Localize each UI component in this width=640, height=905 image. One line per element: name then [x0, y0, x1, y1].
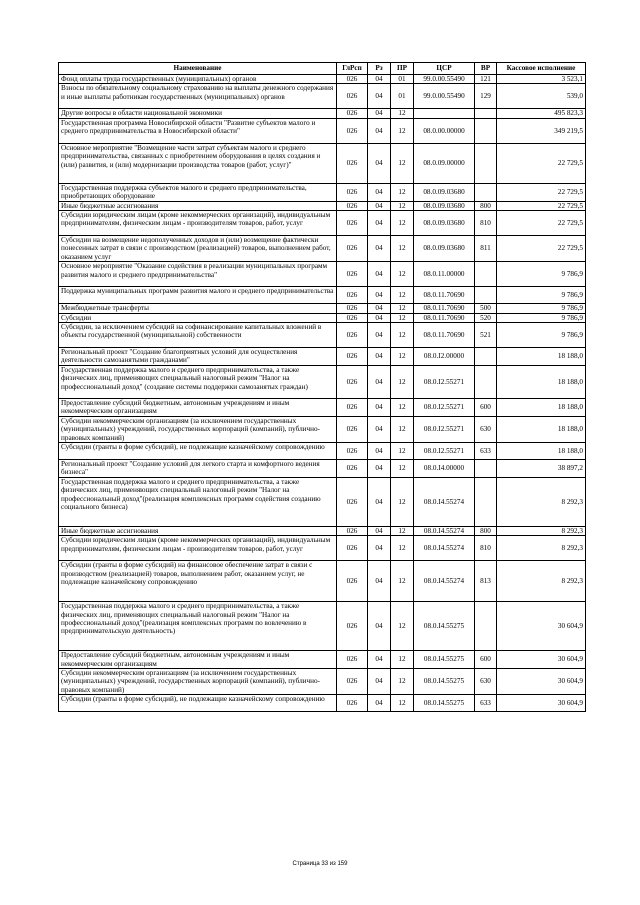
- table-row: [59, 262, 586, 287]
- row-name: Межбюджетные трансферты: [59, 304, 337, 313]
- row-pr: 12: [391, 287, 414, 304]
- row-glrsp: 026: [337, 304, 368, 313]
- row-glrsp: 026: [337, 143, 368, 183]
- row-csr: 08.0.09.03680: [414, 201, 475, 210]
- row-csr: 08.0.I2.55271: [414, 365, 475, 398]
- row-pr: 12: [391, 536, 414, 561]
- row-vr: 800: [475, 201, 497, 210]
- row-rz: 04: [368, 348, 391, 366]
- row-amount: 9 786,9: [497, 304, 586, 313]
- table-row: [59, 109, 586, 118]
- row-amount: 22 729,5: [497, 183, 586, 201]
- row-vr: 129: [475, 84, 497, 109]
- row-name: Субсидии некоммерческим организациям (за исключением государственных (муниципальных) учреждений, государственных корпораций (компаний), публично-правовых компаний): [59, 668, 337, 694]
- table-row: [59, 236, 586, 262]
- row-rz: 04: [368, 109, 391, 118]
- row-pr: 12: [391, 526, 414, 535]
- row-rz: 04: [368, 304, 391, 313]
- row-pr: 12: [391, 365, 414, 398]
- row-vr: 121: [475, 75, 497, 84]
- row-name: Субсидии на возмещение недополученных доходов и (или) возмещение фактически понесенных затрат в связи с производством (реализацией) товаров, выполнением работ, оказанием услуг: [59, 236, 337, 262]
- row-vr: [475, 602, 497, 651]
- row-amount: 18 188,0: [497, 442, 586, 459]
- row-csr: 08.0.09.00000: [414, 143, 475, 183]
- row-amount: 18 188,0: [497, 365, 586, 398]
- row-amount: 30 604,9: [497, 695, 586, 712]
- row-rz: 04: [368, 118, 391, 143]
- row-csr: 08.0.I4.55275: [414, 668, 475, 694]
- document-page: [58, 62, 585, 712]
- row-name: Субсидии юридическим лицам (кроме некоммерческих организаций), индивидуальным предпринимателям, физическим лицам - производителям товаров, работ, услуг: [59, 536, 337, 561]
- table-row: [59, 695, 586, 712]
- row-pr: 12: [391, 416, 414, 442]
- row-rz: 04: [368, 536, 391, 561]
- table-row: [59, 536, 586, 561]
- row-rz: 04: [368, 477, 391, 526]
- row-pr: 12: [391, 477, 414, 526]
- row-pr: 12: [391, 262, 414, 287]
- row-amount: 539,0: [497, 84, 586, 109]
- row-rz: 04: [368, 75, 391, 84]
- row-rz: 04: [368, 183, 391, 201]
- row-name: Государственная поддержка малого и среднего предпринимательства, а также физических лиц, применяющих специальный налоговый режим "Налог на профессиональный доход"(реализация комплексных программ по вовлечению в предпринимательскую деятельность): [59, 602, 337, 651]
- row-glrsp: 026: [337, 323, 368, 348]
- row-rz: 04: [368, 313, 391, 322]
- table-row: [59, 398, 586, 416]
- row-rz: 04: [368, 695, 391, 712]
- row-amount: 8 292,3: [497, 526, 586, 535]
- row-csr: 08.0.I2.55271: [414, 416, 475, 442]
- row-vr: 810: [475, 536, 497, 561]
- row-vr: [475, 459, 497, 477]
- row-csr: 08.0.I4.55274: [414, 526, 475, 535]
- row-csr: 08.0.I2.00000: [414, 348, 475, 366]
- row-vr: [475, 183, 497, 201]
- row-glrsp: 026: [337, 118, 368, 143]
- row-rz: 04: [368, 651, 391, 669]
- row-vr: [475, 109, 497, 118]
- row-amount: 495 823,3: [497, 109, 586, 118]
- header-amount: Кассовое исполнение: [497, 63, 586, 75]
- table-row: [59, 287, 586, 304]
- row-csr: 08.0.09.03680: [414, 211, 475, 236]
- table-row: [59, 651, 586, 669]
- row-name: Субсидии, за исключением субсидий на софинансирование капитальных вложений в объекты государственной (муниципальной) собственности: [59, 323, 337, 348]
- row-glrsp: 026: [337, 398, 368, 416]
- row-csr: 08.0.11.70690: [414, 313, 475, 322]
- table-row: [59, 75, 586, 84]
- table-row: [59, 561, 586, 602]
- row-csr: 08.0.I4.00000: [414, 459, 475, 477]
- row-glrsp: 026: [337, 211, 368, 236]
- row-pr: 12: [391, 459, 414, 477]
- row-pr: 12: [391, 183, 414, 201]
- row-rz: 04: [368, 262, 391, 287]
- row-name: Предоставление субсидий бюджетным, автономным учреждениям и иным некоммерческим организациям: [59, 651, 337, 669]
- row-glrsp: 026: [337, 477, 368, 526]
- table-row: [59, 602, 586, 651]
- row-pr: 12: [391, 201, 414, 210]
- row-csr: 08.0.I2.55271: [414, 398, 475, 416]
- row-vr: 500: [475, 304, 497, 313]
- row-glrsp: 026: [337, 526, 368, 535]
- row-vr: 600: [475, 398, 497, 416]
- row-vr: 800: [475, 526, 497, 535]
- row-rz: 04: [368, 668, 391, 694]
- row-glrsp: 026: [337, 183, 368, 201]
- header-glrsp: ГлРсп: [337, 63, 368, 75]
- row-rz: 04: [368, 416, 391, 442]
- row-name: Другие вопросы в области национальной экономики: [59, 109, 337, 118]
- table-row: [59, 313, 586, 322]
- row-rz: 04: [368, 236, 391, 262]
- row-vr: 630: [475, 668, 497, 694]
- row-pr: 12: [391, 313, 414, 322]
- row-amount: 18 188,0: [497, 348, 586, 366]
- table-row: [59, 304, 586, 313]
- row-pr: 12: [391, 348, 414, 366]
- row-name: Взносы по обязательному социальному страхованию на выплаты денежного содержания и иные выплаты работникам государственных (муниципальных) органов: [59, 84, 337, 109]
- table-row: [59, 365, 586, 398]
- row-amount: 9 786,9: [497, 323, 586, 348]
- row-name: Субсидии (гранты в форме субсидий) на финансовое обеспечение затрат в связи с производством (реализацией) товаров, выполнением работ, оказанием услуг, не подлежащие казначейскому сопровождению: [59, 561, 337, 602]
- row-name: Государственная поддержка малого и среднего предпринимательства, а также физических лиц, применяющих специальный налоговый режим "Налог на профессиональный доход" (создание системы поддержки самозанятых граждан): [59, 365, 337, 398]
- row-amount: 30 604,9: [497, 668, 586, 694]
- row-glrsp: 026: [337, 201, 368, 210]
- row-pr: 12: [391, 236, 414, 262]
- row-csr: 08.0.I2.55271: [414, 442, 475, 459]
- row-vr: 521: [475, 323, 497, 348]
- table-row: [59, 668, 586, 694]
- row-vr: 600: [475, 651, 497, 669]
- row-glrsp: 026: [337, 109, 368, 118]
- row-vr: [475, 477, 497, 526]
- row-glrsp: 026: [337, 695, 368, 712]
- row-csr: 99.0.00.55490: [414, 84, 475, 109]
- row-name: Поддержка муниципальных программ развития малого и среднего предпринимательства: [59, 287, 337, 304]
- row-name: Государственная поддержка субъектов малого и среднего предпринимательства, приобретающих оборудование: [59, 183, 337, 201]
- table-row: [59, 84, 586, 109]
- row-amount: 18 188,0: [497, 416, 586, 442]
- table-row: [59, 348, 586, 366]
- row-pr: 12: [391, 668, 414, 694]
- row-glrsp: 026: [337, 365, 368, 398]
- row-pr: 12: [391, 304, 414, 313]
- row-csr: [414, 109, 475, 118]
- row-csr: 99.0.00.55490: [414, 75, 475, 84]
- row-amount: 22 729,5: [497, 211, 586, 236]
- row-pr: 12: [391, 561, 414, 602]
- table-row: [59, 118, 586, 143]
- row-rz: 04: [368, 398, 391, 416]
- row-rz: 04: [368, 561, 391, 602]
- table-row: [59, 459, 586, 477]
- row-csr: 08.0.I4.55274: [414, 477, 475, 526]
- row-rz: 04: [368, 211, 391, 236]
- header-rz: Рз: [368, 63, 391, 75]
- row-name: Государственная программа Новосибирской области "Развитие субъектов малого и среднего предпринимательства в Новосибирской области": [59, 118, 337, 143]
- table-row: [59, 183, 586, 201]
- row-rz: 04: [368, 365, 391, 398]
- row-amount: 38 897,2: [497, 459, 586, 477]
- row-amount: 349 219,5: [497, 118, 586, 143]
- row-glrsp: 026: [337, 536, 368, 561]
- row-rz: 04: [368, 526, 391, 535]
- row-pr: 01: [391, 84, 414, 109]
- row-name: Региональный проект "Создание условий для легкого старта и комфортного ведения бизнеса": [59, 459, 337, 477]
- row-glrsp: 026: [337, 651, 368, 669]
- row-rz: 04: [368, 143, 391, 183]
- row-glrsp: 026: [337, 75, 368, 84]
- row-vr: 633: [475, 695, 497, 712]
- row-pr: 12: [391, 398, 414, 416]
- row-name: Субсидии некоммерческим организациям (за исключением государственных (муниципальных) учреждений, государственных корпораций (компаний), публично-правовых компаний): [59, 416, 337, 442]
- row-name: Государственная поддержка малого и среднего предпринимательства, а также физических лиц, применяющих специальный налоговый режим "Налог на профессиональный доход"(реализация комплексных программ содействия созданию социального бизнеса): [59, 477, 337, 526]
- row-amount: 8 292,3: [497, 536, 586, 561]
- row-glrsp: 026: [337, 416, 368, 442]
- row-vr: 630: [475, 416, 497, 442]
- row-name: Иные бюджетные ассигнования: [59, 526, 337, 535]
- row-pr: 12: [391, 143, 414, 183]
- row-pr: 12: [391, 651, 414, 669]
- table-row: [59, 442, 586, 459]
- table-row: [59, 526, 586, 535]
- row-vr: [475, 287, 497, 304]
- row-glrsp: 026: [337, 602, 368, 651]
- row-name: Субсидии: [59, 313, 337, 322]
- row-rz: 04: [368, 442, 391, 459]
- row-vr: [475, 118, 497, 143]
- row-csr: 08.0.09.03680: [414, 183, 475, 201]
- row-rz: 04: [368, 84, 391, 109]
- row-rz: 04: [368, 201, 391, 210]
- row-vr: 633: [475, 442, 497, 459]
- header-csr: ЦСР: [414, 63, 475, 75]
- row-csr: 08.0.I4.55275: [414, 602, 475, 651]
- row-csr: 08.0.I4.55275: [414, 695, 475, 712]
- table-row: [59, 201, 586, 210]
- row-csr: 08.0.11.70690: [414, 287, 475, 304]
- row-pr: 01: [391, 75, 414, 84]
- row-pr: 12: [391, 211, 414, 236]
- table-header-row: [59, 63, 586, 75]
- row-glrsp: 026: [337, 459, 368, 477]
- page-number: Страница 33 из 159: [292, 861, 348, 867]
- row-amount: 9 786,9: [497, 287, 586, 304]
- row-rz: 04: [368, 459, 391, 477]
- row-amount: 22 729,5: [497, 143, 586, 183]
- row-glrsp: 026: [337, 84, 368, 109]
- row-csr: 08.0.11.70690: [414, 323, 475, 348]
- row-csr: 08.0.00.00000: [414, 118, 475, 143]
- row-glrsp: 026: [337, 668, 368, 694]
- row-glrsp: 026: [337, 442, 368, 459]
- row-name: Субсидии (гранты в форме субсидий), не подлежащие казначейскому сопровождению: [59, 695, 337, 712]
- row-csr: 08.0.I4.55274: [414, 561, 475, 602]
- row-amount: 22 729,5: [497, 236, 586, 262]
- budget-table: [58, 62, 586, 712]
- row-csr: 08.0.I4.55274: [414, 536, 475, 561]
- row-glrsp: 026: [337, 236, 368, 262]
- row-name: Основное мероприятие "Возмещение части затрат субъектам малого и среднего предпринимательства, связанных с приобретением оборудования в целях создания и (или) развития, и (или) модернизации производства товаров (работ, услуг)": [59, 143, 337, 183]
- row-amount: 9 786,9: [497, 262, 586, 287]
- row-name: Основное мероприятие "Оказание содействия в реализации муниципальных программ развития малого и среднего предпринимательства": [59, 262, 337, 287]
- row-rz: 04: [368, 602, 391, 651]
- header-pr: ПР: [391, 63, 414, 75]
- row-glrsp: 026: [337, 348, 368, 366]
- row-vr: 813: [475, 561, 497, 602]
- row-glrsp: 026: [337, 262, 368, 287]
- row-name: Предоставление субсидий бюджетным, автономным учреждениям и иным некоммерческим организациям: [59, 398, 337, 416]
- row-vr: 520: [475, 313, 497, 322]
- row-name: Субсидии (гранты в форме субсидий), не подлежащие казначейскому сопровождению: [59, 442, 337, 459]
- row-vr: [475, 365, 497, 398]
- table-row: [59, 477, 586, 526]
- row-rz: 04: [368, 323, 391, 348]
- row-pr: 12: [391, 442, 414, 459]
- row-amount: 18 188,0: [497, 398, 586, 416]
- row-glrsp: 026: [337, 561, 368, 602]
- row-glrsp: 026: [337, 287, 368, 304]
- table-row: [59, 143, 586, 183]
- row-amount: 22 729,5: [497, 201, 586, 210]
- row-pr: 12: [391, 323, 414, 348]
- row-pr: 12: [391, 602, 414, 651]
- row-rz: 04: [368, 287, 391, 304]
- row-name: Субсидии юридическим лицам (кроме некоммерческих организаций), индивидуальным предпринимателям, физическим лицам - производителям товаров, работ, услуг: [59, 211, 337, 236]
- row-amount: 9 786,9: [497, 313, 586, 322]
- row-pr: 12: [391, 118, 414, 143]
- row-amount: 8 292,3: [497, 561, 586, 602]
- row-vr: 811: [475, 236, 497, 262]
- row-csr: 08.0.11.00000: [414, 262, 475, 287]
- row-amount: 3 523,1: [497, 75, 586, 84]
- row-pr: 12: [391, 109, 414, 118]
- row-csr: 08.0.I4.55275: [414, 651, 475, 669]
- row-vr: 810: [475, 211, 497, 236]
- table-row: [59, 323, 586, 348]
- row-amount: 8 292,3: [497, 477, 586, 526]
- row-csr: 08.0.11.70690: [414, 304, 475, 313]
- table-row: [59, 211, 586, 236]
- row-vr: [475, 143, 497, 183]
- header-vr: ВР: [475, 63, 497, 75]
- header-name: Наименование: [59, 63, 337, 75]
- row-name: Иные бюджетные ассигнования: [59, 201, 337, 210]
- row-vr: [475, 348, 497, 366]
- row-vr: [475, 262, 497, 287]
- row-amount: 30 604,9: [497, 651, 586, 669]
- row-name: Региональный проект "Создание благоприятных условий для осуществления деятельности самозанятыми гражданами": [59, 348, 337, 366]
- table-row: [59, 416, 586, 442]
- row-glrsp: 026: [337, 313, 368, 322]
- row-name: Фонд оплаты труда государственных (муниципальных) органов: [59, 75, 337, 84]
- row-amount: 30 604,9: [497, 602, 586, 651]
- row-csr: 08.0.09.03680: [414, 236, 475, 262]
- row-pr: 12: [391, 695, 414, 712]
